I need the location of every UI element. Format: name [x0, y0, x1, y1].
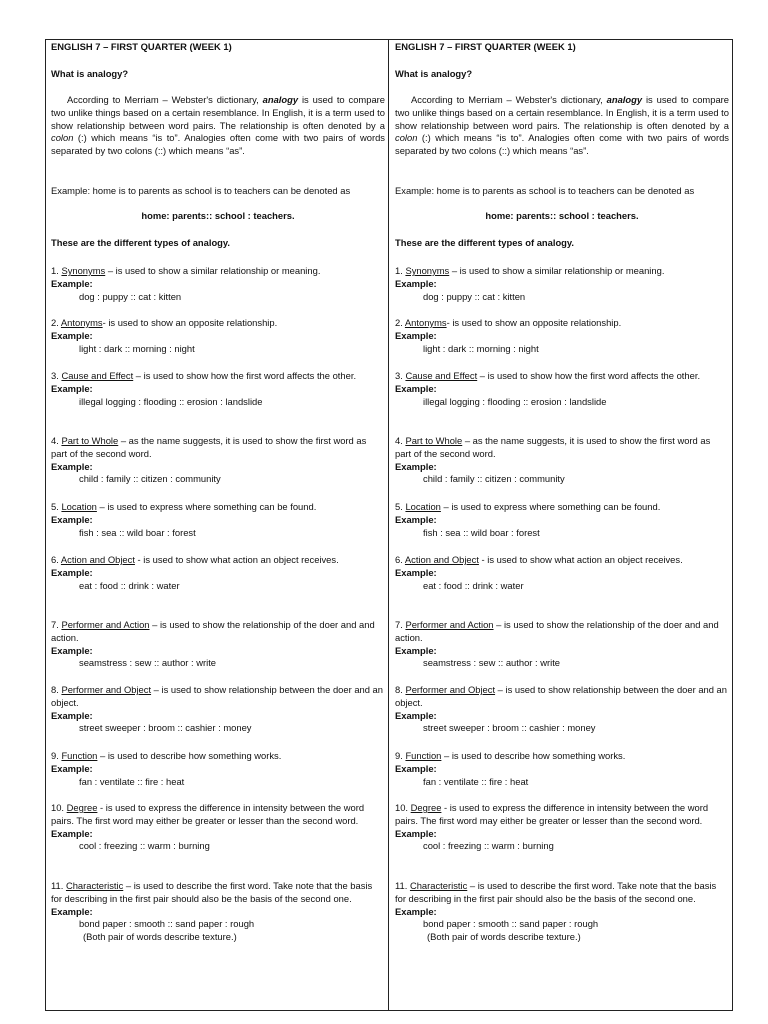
- example-intro: Example: home is to parents as school is to teachers can be denoted as: [395, 185, 695, 196]
- intro-paragraph: [51, 94, 385, 158]
- analogy-type-text: – is used to describe the first word. Take note that the basis for describing in the first pair should also be the basis of the second one.: [51, 880, 373, 904]
- item-number: 7.: [395, 619, 403, 630]
- analogy-type-text: - is used to show what action an object receives.: [134, 554, 339, 565]
- intro-text: According to Merriam – Webster's dictionary,: [67, 94, 263, 105]
- analogy-type-text: – is used to describe the first word. Take note that the basis for describing in the first pair should also be the basis of the second one.: [395, 880, 717, 904]
- analogy-type-name: Degree: [410, 802, 442, 813]
- example-note: (Both pair of words describe texture.): [83, 931, 237, 943]
- item-number: 4.: [51, 435, 59, 446]
- example-label: Example:: [51, 460, 93, 472]
- analogy-type-name: Performer and Action: [61, 619, 150, 630]
- analogy-type-name: Cause and Effect: [405, 370, 478, 381]
- analogy-type-name: Characteristic: [409, 880, 468, 891]
- colon-term: colon: [395, 132, 418, 144]
- colon-term: colon: [51, 132, 74, 144]
- analogy-type-item: [51, 370, 385, 408]
- question-heading: What is analogy?: [51, 68, 129, 79]
- analogy-type-name: Synonyms: [405, 265, 450, 276]
- intro-text: (:) which means “is to”. Analogies often come with two pairs of words separated by two colons (::) which means “as”.: [395, 132, 729, 157]
- example-label: Example:: [51, 762, 93, 774]
- analogy-type-description: [395, 370, 729, 383]
- analogy-type-item: [51, 435, 385, 486]
- analogy-type-item: [395, 684, 729, 735]
- analogy-type-item: [395, 750, 729, 788]
- example-value: fan : ventilate :: fire : heat: [79, 775, 185, 787]
- analogy-type-item: [395, 554, 729, 592]
- example-value: bond paper : smooth :: sand paper : rough: [423, 918, 599, 930]
- intro-text: is used to compare two unlike things based on a certain resemblance. In English, it is a term used to show relationship between word pairs. The relationship is often denoted by a: [395, 94, 730, 131]
- example-intro: Example: home is to parents as school is to teachers can be denoted as: [51, 185, 351, 196]
- types-heading: These are the different types of analogy.: [51, 237, 231, 248]
- item-number: 6.: [51, 554, 59, 565]
- item-number: 4.: [395, 435, 403, 446]
- item-number: 9.: [395, 750, 403, 761]
- example-value: light : dark :: morning : night: [423, 342, 539, 354]
- analogy-type-name: Part to Whole: [405, 435, 463, 446]
- item-number: 11.: [395, 880, 408, 891]
- analogy-type-text: - is used to show an opposite relationship.: [446, 317, 622, 328]
- analogy-type-description: [51, 880, 385, 906]
- example-value: eat : food :: drink : water: [79, 579, 180, 591]
- item-number: 1.: [395, 265, 403, 276]
- analogy-type-name: Part to Whole: [61, 435, 119, 446]
- example-value: street sweeper : broom :: cashier : money: [423, 722, 596, 734]
- intro-text: (:) which means “is to”. Analogies often come with two pairs of words separated by two colons (::) which means “as”.: [51, 132, 385, 157]
- analogy-type-description: [395, 619, 729, 645]
- analogy-type-name: Action and Object: [60, 554, 135, 565]
- analogy-type-description: [395, 684, 729, 710]
- analogy-type-description: [395, 554, 729, 567]
- analogy-type-item: [51, 501, 385, 539]
- example-label: Example:: [395, 827, 437, 839]
- analogy-type-description: [395, 317, 729, 330]
- column-divider: [388, 39, 389, 1011]
- example-label: Example:: [51, 382, 93, 394]
- analogy-type-item: [395, 370, 729, 408]
- item-number: 3.: [395, 370, 403, 381]
- question-heading: What is analogy?: [395, 68, 473, 79]
- analogy-type-item: [51, 554, 385, 592]
- analogy-term: analogy: [262, 94, 299, 105]
- example-label: Example:: [395, 762, 437, 774]
- analogy-type-description: [51, 265, 385, 278]
- example-value: street sweeper : broom :: cashier : money: [79, 722, 252, 734]
- analogy-type-text: – is used to describe how something works.: [441, 750, 626, 761]
- analogy-type-item: [51, 880, 385, 944]
- analogy-type-name: Antonyms: [60, 317, 103, 328]
- analogy-type-item: [51, 265, 385, 303]
- analogy-type-name: Performer and Action: [405, 619, 494, 630]
- item-number: 7.: [51, 619, 59, 630]
- example-value: bond paper : smooth :: sand paper : rough: [79, 918, 255, 930]
- analogy-type-item: [395, 317, 729, 355]
- example-label: Example:: [395, 566, 437, 578]
- item-number: 10.: [51, 802, 65, 813]
- example-label: Example:: [395, 460, 437, 472]
- item-number: 2.: [51, 317, 59, 328]
- analogy-type-description: [395, 880, 729, 906]
- analogy-type-text: – is used to show relationship between the doer and an object.: [51, 684, 383, 708]
- analogy-type-description: [51, 554, 385, 567]
- analogy-type-text: – is used to show how the first word affects the other.: [477, 370, 701, 381]
- analogy-type-name: Action and Object: [404, 554, 479, 565]
- example-value: illegal logging : flooding :: erosion : landslide: [423, 395, 607, 407]
- example-value: fish : sea :: wild boar : forest: [423, 526, 540, 538]
- page-header: ENGLISH 7 – FIRST QUARTER (WEEK 1): [395, 41, 576, 52]
- example-value: seamstress : sew :: author : write: [79, 657, 217, 669]
- example-label: Example:: [395, 644, 437, 656]
- analogy-type-text: – is used to express where something can be found.: [96, 501, 317, 512]
- analogy-type-text: – is used to show how the first word affects the other.: [133, 370, 357, 381]
- analogy-type-name: Location: [405, 501, 441, 512]
- analogy-type-text: – is used to show the relationship of the doer and and action.: [395, 619, 719, 643]
- example-label: Example:: [51, 513, 93, 525]
- analogy-type-text: - is used to express the difference in intensity between the word pairs. The first word may either be greater or lesser than the second word.: [395, 802, 709, 826]
- analogy-type-text: – is used to show relationship between the doer and an object.: [395, 684, 727, 708]
- analogy-type-description: [395, 802, 729, 828]
- analogy-type-item: [395, 435, 729, 486]
- example-value: dog : puppy :: cat : kitten: [423, 290, 526, 302]
- page-header: ENGLISH 7 – FIRST QUARTER (WEEK 1): [51, 41, 232, 52]
- analogy-type-description: [51, 684, 385, 710]
- analogy-type-description: [51, 750, 385, 763]
- analogy-type-item: [395, 265, 729, 303]
- example-label: Example:: [51, 644, 93, 656]
- example-value: fan : ventilate :: fire : heat: [423, 775, 529, 787]
- analogy-type-description: [395, 265, 729, 278]
- analogy-type-item: [395, 619, 729, 670]
- analogy-type-text: – is used to express where something can be found.: [440, 501, 661, 512]
- example-value: child : family :: citizen : community: [79, 473, 221, 485]
- example-label: Example:: [395, 382, 437, 394]
- analogy-type-text: – is used to describe how something works.: [97, 750, 282, 761]
- example-value: child : family :: citizen : community: [423, 473, 565, 485]
- example-value: cool : freezing :: warm : burning: [79, 840, 210, 852]
- analogy-type-description: [51, 370, 385, 383]
- item-number: 3.: [51, 370, 59, 381]
- example-note: (Both pair of words describe texture.): [427, 931, 581, 943]
- analogy-type-name: Function: [405, 750, 442, 761]
- item-number: 6.: [395, 554, 403, 565]
- analogy-type-item: [51, 317, 385, 355]
- analogy-type-item: [395, 880, 729, 944]
- analogy-type-name: Performer and Object: [61, 684, 152, 695]
- analogy-type-description: [51, 802, 385, 828]
- item-number: 8.: [395, 684, 403, 695]
- analogy-type-name: Cause and Effect: [61, 370, 134, 381]
- example-notation: home: parents:: school : teachers.: [141, 210, 295, 221]
- analogy-type-item: [51, 619, 385, 670]
- example-value: illegal logging : flooding :: erosion : landslide: [79, 395, 263, 407]
- analogy-type-text: - is used to show what action an object receives.: [478, 554, 683, 565]
- analogy-type-item: [395, 802, 729, 853]
- intro-text: is used to compare two unlike things based on a certain resemblance. In English, it is a term used to show relationship between word pairs. The relationship is often denoted by a: [51, 94, 386, 131]
- intro-text: According to Merriam – Webster's dictionary,: [411, 94, 607, 105]
- analogy-type-description: [51, 317, 385, 330]
- example-label: Example:: [395, 329, 437, 341]
- analogy-type-description: [395, 750, 729, 763]
- item-number: 10.: [395, 802, 409, 813]
- example-notation: home: parents:: school : teachers.: [485, 210, 639, 221]
- analogy-type-text: – is used to show a similar relationship or meaning.: [105, 265, 321, 276]
- analogy-type-text: - is used to express the difference in intensity between the word pairs. The first word may either be greater or lesser than the second word.: [51, 802, 365, 826]
- analogy-type-name: Degree: [66, 802, 98, 813]
- item-number: 5.: [395, 501, 403, 512]
- analogy-type-item: [395, 501, 729, 539]
- analogy-type-description: [51, 619, 385, 645]
- analogy-type-name: Synonyms: [61, 265, 106, 276]
- example-value: fish : sea :: wild boar : forest: [79, 526, 196, 538]
- analogy-type-text: – as the name suggests, it is used to show the first word as part of the second word.: [395, 435, 711, 459]
- analogy-type-name: Characteristic: [65, 880, 124, 891]
- example-value: eat : food :: drink : water: [423, 579, 524, 591]
- example-label: Example:: [395, 513, 437, 525]
- analogy-type-name: Function: [61, 750, 98, 761]
- example-label: Example:: [51, 329, 93, 341]
- item-number: 11.: [51, 880, 64, 891]
- analogy-type-description: [395, 501, 729, 514]
- analogy-type-item: [51, 750, 385, 788]
- example-label: Example:: [51, 827, 93, 839]
- item-number: 9.: [51, 750, 59, 761]
- item-number: 5.: [51, 501, 59, 512]
- analogy-type-description: [51, 435, 385, 461]
- analogy-type-text: – is used to show a similar relationship or meaning.: [449, 265, 665, 276]
- example-value: light : dark :: morning : night: [79, 342, 195, 354]
- example-label: Example:: [51, 277, 93, 289]
- analogy-term: analogy: [606, 94, 643, 105]
- example-value: seamstress : sew :: author : write: [423, 657, 561, 669]
- example-value: cool : freezing :: warm : burning: [423, 840, 554, 852]
- analogy-type-description: [395, 435, 729, 461]
- example-value: dog : puppy :: cat : kitten: [79, 290, 182, 302]
- example-label: Example:: [395, 709, 437, 721]
- analogy-type-name: Antonyms: [404, 317, 447, 328]
- item-number: 2.: [395, 317, 403, 328]
- example-label: Example:: [51, 566, 93, 578]
- types-heading: These are the different types of analogy.: [395, 237, 575, 248]
- analogy-type-description: [51, 501, 385, 514]
- analogy-type-item: [51, 684, 385, 735]
- analogy-type-item: [51, 802, 385, 853]
- example-label: Example:: [395, 277, 437, 289]
- example-label: Example:: [51, 709, 93, 721]
- item-number: 1.: [51, 265, 59, 276]
- intro-paragraph: [395, 94, 729, 158]
- example-label: Example:: [395, 905, 437, 917]
- analogy-type-name: Location: [61, 501, 97, 512]
- item-number: 8.: [51, 684, 59, 695]
- analogy-type-text: – as the name suggests, it is used to show the first word as part of the second word.: [51, 435, 367, 459]
- analogy-type-text: – is used to show the relationship of the doer and and action.: [51, 619, 375, 643]
- analogy-type-name: Performer and Object: [405, 684, 496, 695]
- example-label: Example:: [51, 905, 93, 917]
- analogy-type-text: - is used to show an opposite relationship.: [102, 317, 278, 328]
